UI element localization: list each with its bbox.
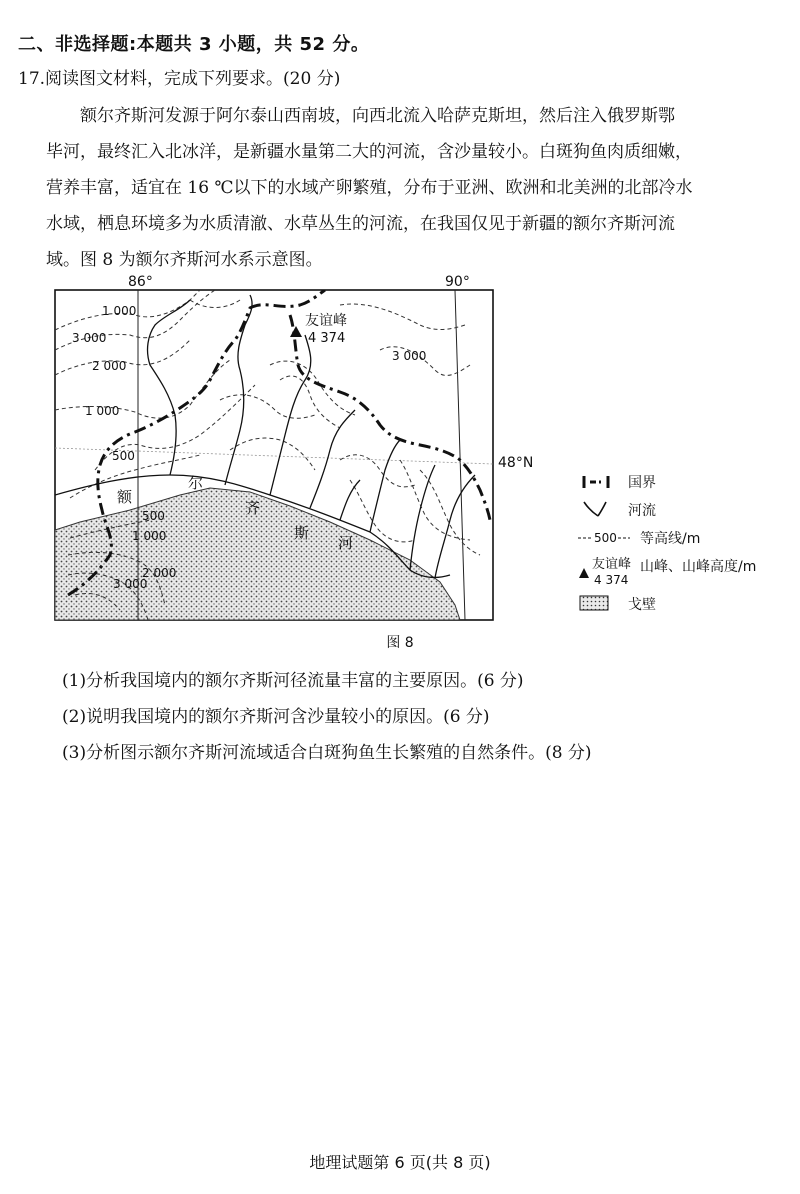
river-name-char: 尔 bbox=[188, 474, 204, 492]
lon-label-86: 86° bbox=[128, 274, 153, 290]
peak-icon bbox=[578, 554, 638, 588]
page-footer: 地理试题第 6 页(共 8 页) bbox=[309, 1153, 491, 1172]
peak-sample-name: 友谊峰 bbox=[592, 557, 632, 572]
legend-label: 河流 bbox=[628, 503, 656, 519]
sub-question: (3)分析图示额尔齐斯河流域适合白斑狗鱼生长繁殖的自然条件。(8 分) bbox=[62, 743, 592, 763]
gobi-icon bbox=[578, 592, 622, 614]
legend-label: 国界 bbox=[628, 475, 656, 491]
river-name-char: 齐 bbox=[245, 499, 261, 517]
contour-label: 500 bbox=[142, 509, 165, 523]
passage-line: 额尔齐斯河发源于阿尔泰山西南坡，向西北流入哈萨克斯坦，然后注入俄罗斯鄂 bbox=[80, 106, 675, 126]
contour-label: 1 000 bbox=[85, 404, 120, 418]
passage-line: 水域，栖息环境多为水质清澈、水草丛生的河流，在我国仅见于新疆的额尔齐斯河流 bbox=[46, 214, 675, 234]
contour-label: 2 000 bbox=[142, 566, 177, 580]
map-figure bbox=[40, 270, 790, 630]
lat-label-48n: 48°N bbox=[498, 455, 534, 471]
contour-label: 3 000 bbox=[113, 577, 148, 591]
river-icon bbox=[578, 498, 622, 520]
river-system-map bbox=[40, 270, 790, 630]
reading-passage bbox=[46, 98, 786, 278]
border-icon bbox=[578, 470, 622, 492]
question-header: 17.阅读图文材料，完成下列要求。(20 分) bbox=[18, 69, 341, 89]
contour-label: 3 000 bbox=[392, 349, 427, 363]
passage-line: 毕河，最终汇入北冰洋，是新疆水量第二大的河流，含沙量较小。白斑狗鱼肉质细嫩， bbox=[46, 142, 692, 162]
peak-sample-height: 4 374 bbox=[594, 573, 629, 587]
peak-height: 4 374 bbox=[308, 331, 346, 346]
river-name-char: 额 bbox=[117, 488, 133, 506]
passage-line: 营养丰富，适宜在 16 ℃以下的水域产卵繁殖，分布于亚洲、欧洲和北美洲的北部冷水 bbox=[46, 178, 693, 198]
contour-label: 1 000 bbox=[102, 304, 137, 318]
contour-label: 1 000 bbox=[132, 529, 167, 543]
river-name-char: 斯 bbox=[294, 524, 310, 542]
contour-sample-value: 500 bbox=[594, 531, 617, 545]
passage-line: 域。图 8 为额尔齐斯河水系示意图。 bbox=[46, 250, 323, 270]
sub-question: (2)说明我国境内的额尔齐斯河含沙量较小的原因。(6 分) bbox=[62, 707, 490, 727]
lon-label-90: 90° bbox=[445, 274, 470, 290]
legend-label: 山峰、山峰高度/m bbox=[640, 559, 757, 575]
figure-caption: 图 8 bbox=[386, 635, 414, 651]
contour-label: 2 000 bbox=[92, 359, 127, 373]
peak-name: 友谊峰 bbox=[305, 313, 347, 329]
contour-label: 500 bbox=[112, 449, 135, 463]
river-name-char: 河 bbox=[338, 534, 354, 552]
contour-label: 3 000 bbox=[72, 331, 107, 345]
legend-label: 戈壁 bbox=[628, 597, 656, 613]
section-title: 二、非选择题:本题共 3 小题，共 52 分。 bbox=[18, 34, 370, 55]
legend-label: 等高线/m bbox=[640, 531, 701, 547]
sub-question: (1)分析我国境内的额尔齐斯河径流量丰富的主要原因。(6 分) bbox=[62, 671, 524, 691]
